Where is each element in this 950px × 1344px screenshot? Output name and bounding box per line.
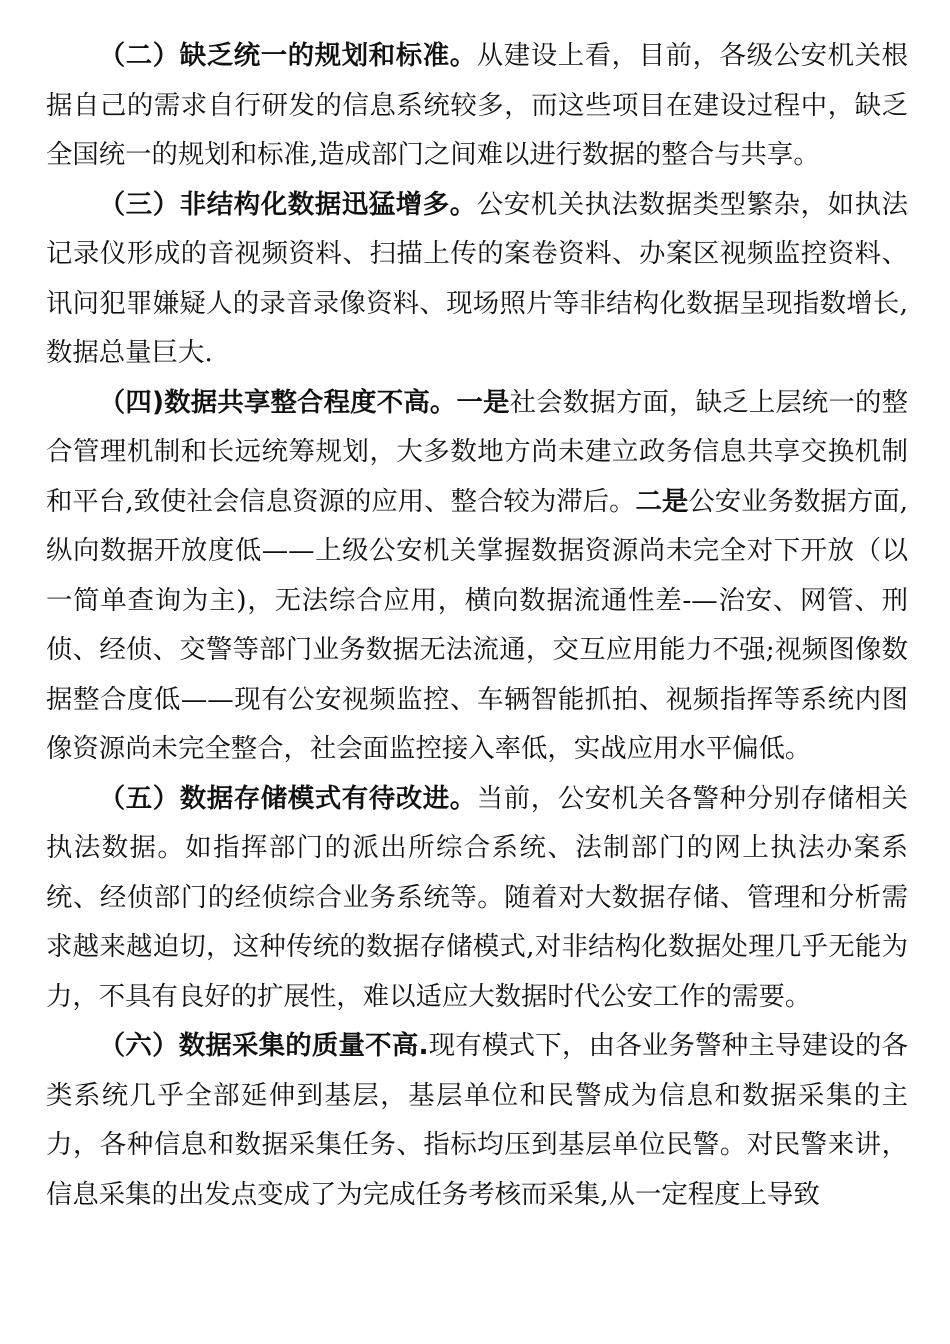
paragraph-text: 社会数据方面，缺乏上层统一的整合管理机制和长远统筹规划，大多数地方尚未建立政务信息共享交换机制和平台,致使社会信息资源的应用、整合较为滞后。 (46, 386, 909, 517)
paragraph-text: 公安机关执法数据类型繁杂，如执法记录仪形成的音视频资料、扫描上传的案卷资料、办案区视频监控资料、讯问犯罪嫌疑人的录音录像资料、现场照片等非结构化数据呈现指数增长,数据总量巨大. (46, 188, 909, 368)
paragraph-storage-mode (46, 774, 908, 1022)
paragraph-text: 从建设上看，目前，各级公安机关根据自己的需求自行研发的信息系统较多，而这些项目在建设过程中，缺乏全国统一的规划和标准,造成部门之间难以进行数据的整合与共享。 (46, 40, 909, 170)
document-body (46, 31, 908, 1219)
paragraph-lead-second: 二是 (635, 485, 689, 517)
paragraph-text: 公安业务数据方面,纵向数据开放度低——上级公安机关掌握数据资源尚未完全对下开放（以一简单查询为主)，无法综合应用，横向数据流通性差-—治安、网管、刑侦、经侦、交警等部门业务数据无法流通，交互应用能力不强;视频图像数据整合度低——现有公安视频监控、车辆智能抓拍、视频指挥等系统内图像资源尚未完全整合，社会面监控接入率低，实战应用水平偏低。 (46, 485, 909, 764)
paragraph-heading: （六）数据采集的质量不高. (98, 1030, 429, 1061)
paragraph-lead-first: 一是 (456, 386, 510, 418)
paragraph-heading: （二）缺乏统一的规划和标准。 (98, 40, 477, 71)
paragraph-heading: （五）数据存储模式有待改进。 (98, 782, 477, 814)
paragraph-text: 当前，公安机关各警种分别存储相关执法数据。如指挥部门的派出所综合系统、法制部门的网上执法办案系统、经侦部门的经侦综合业务系统等。随着对大数据存储、管理和分析需求越来越迫切，这种传统的数据存储模式,对非结构化数据处理几乎无能为力，不具有良好的扩展性，难以适应大数据时代公安工作的需要。 (46, 782, 909, 1012)
paragraph-collection-quality (46, 1021, 908, 1219)
paragraph-data-sharing (46, 378, 908, 774)
paragraph-heading: （四)数据共享整合程度不高。 (98, 386, 457, 418)
paragraph-unstructured-data (46, 180, 908, 378)
paragraph-heading: （三）非结构化数据迅猛增多。 (98, 188, 477, 220)
paragraph-text: 现有模式下，由各业务警种主导建设的各类系统几乎全部延伸到基层，基层单位和民警成为信息和数据采集的主力，各种信息和数据采集任务、指标均压到基层单位民警。对民警来讲，信息采集的出发点变成了为完成任务考核而采集,从一定程度上导致 (46, 1030, 909, 1210)
paragraph-planning-standards (46, 31, 908, 180)
